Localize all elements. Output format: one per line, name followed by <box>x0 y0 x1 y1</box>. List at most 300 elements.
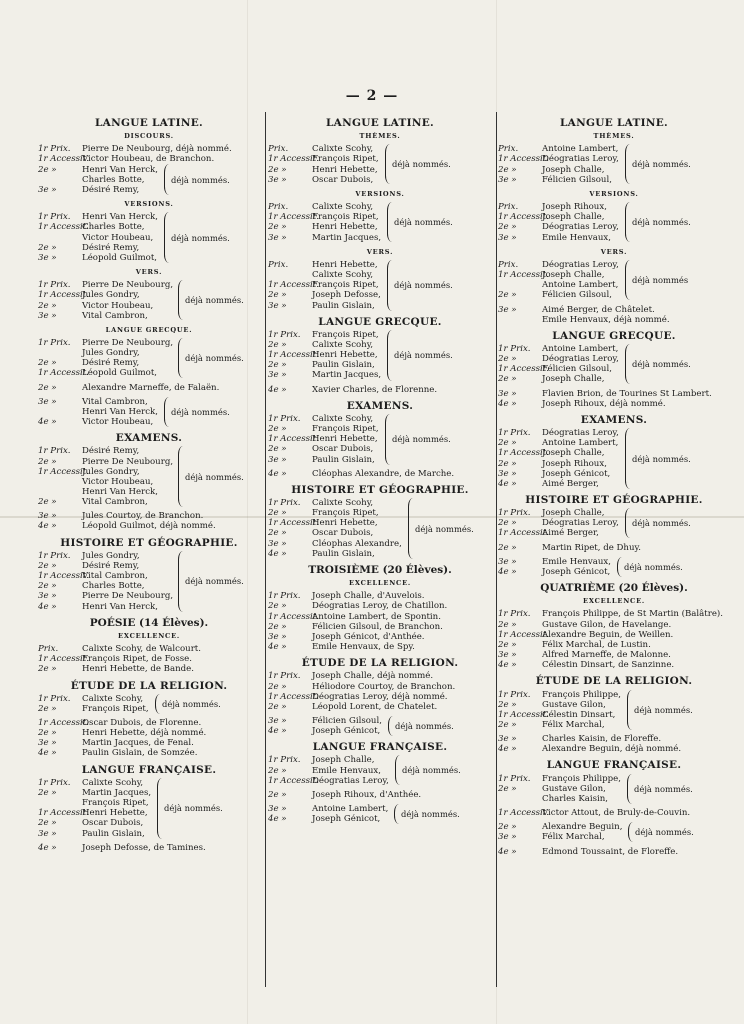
brace <box>394 804 399 824</box>
award-row <box>38 185 260 195</box>
brace <box>387 202 392 242</box>
award-group <box>268 414 492 465</box>
student-name: Charles Kaisin, de Floreffe. <box>542 734 662 745</box>
award-row <box>498 609 730 619</box>
award-rank: 2e » <box>38 164 57 175</box>
student-name: Paulin Gislain, <box>312 548 375 559</box>
student-name: Victor Houbeau, <box>82 232 154 243</box>
student-name: Oscar Dubois, <box>82 818 144 829</box>
already-named-note: déjà nommés. <box>185 295 244 306</box>
award-row <box>498 630 730 640</box>
student-name: Désiré Remy, <box>82 184 140 195</box>
award-row <box>38 368 260 378</box>
section-heading: HISTOIRE ET GÉOGRAPHIE. <box>291 483 469 496</box>
award-rank: 4e » <box>268 814 287 825</box>
award-row <box>268 508 492 518</box>
already-named-note: déjà nommés. <box>632 159 691 170</box>
section-heading: LANGUE GRECQUE. <box>318 315 442 328</box>
award-row <box>38 383 260 393</box>
award-row <box>38 829 260 839</box>
award-rank: 2e » <box>268 508 287 519</box>
award-rank: 3e » <box>498 304 517 315</box>
student-name: Joseph Génicot, <box>312 814 381 825</box>
award-group <box>38 397 260 427</box>
award-rank: 1r Accessit. <box>498 808 549 819</box>
award-rank: 2e » <box>498 222 517 233</box>
award-group <box>498 808 730 818</box>
student-name: Henri Van Herck, <box>82 164 158 175</box>
award-group <box>268 591 492 652</box>
award-rank: 1r Accessit. <box>498 270 549 281</box>
section-heading: ÉTUDE DE LA RELIGION. <box>535 675 693 688</box>
student-name: Félix Marchal, de Lustin. <box>542 639 651 650</box>
award-rank: 3e » <box>268 300 287 311</box>
award-row <box>268 385 492 395</box>
award-rank: 3e » <box>38 828 57 839</box>
brace <box>617 557 622 577</box>
award-row <box>268 212 492 222</box>
subsection-heading: VERS. <box>366 247 394 256</box>
award-rank: 1r Accessit. <box>498 154 549 165</box>
award-row <box>268 175 492 185</box>
award-row <box>268 144 492 154</box>
award-rank: 4e » <box>268 384 287 395</box>
student-name: Jules Gondry, <box>82 550 140 561</box>
award-rank: 1r Accessit. <box>38 466 89 477</box>
award-row <box>38 144 260 154</box>
student-name: Paulin Gislain, de Somzée. <box>82 748 198 759</box>
award-rank: 3e » <box>38 591 57 602</box>
award-row <box>498 557 730 567</box>
award-row <box>498 518 730 528</box>
student-name: Joseph Rihoux, d'Anthée. <box>312 789 422 800</box>
already-named-note: déjà nommés. <box>164 803 223 814</box>
student-name: Alexandre Beguin, de Weillen. <box>542 629 674 640</box>
award-group <box>38 144 260 195</box>
section-heading: LANGUE LATINE. <box>325 117 435 129</box>
already-named-note: déjà nommés <box>632 274 689 285</box>
student-name: Vital Cambron, <box>82 571 148 582</box>
page-number: — 2 — <box>345 88 399 104</box>
award-row <box>498 650 730 660</box>
award-row <box>268 716 492 726</box>
award-row <box>498 260 730 270</box>
award-rank: 1r Prix. <box>268 413 301 424</box>
student-name: François Ripet, <box>312 329 379 340</box>
student-name: Victor Houbeau, <box>82 476 154 487</box>
student-name: Déogratias Leroy, <box>542 222 619 233</box>
student-name: François Ripet, <box>312 154 379 165</box>
student-name: Jules Gondry, <box>82 466 140 477</box>
student-name: Joseph Challe, <box>542 374 605 385</box>
subsection-heading: VERSIONS. <box>589 189 639 198</box>
award-rank: 1r Accessit. <box>38 571 89 582</box>
student-name: Antoine Lambert, <box>542 144 619 155</box>
student-name: François Ripet, <box>312 280 379 291</box>
award-rank: Prix. <box>498 144 519 155</box>
award-row <box>498 233 730 243</box>
award-row <box>498 528 730 538</box>
student-name: Cléophas Alexandre, de Marche. <box>312 468 455 479</box>
award-rank: 3e » <box>38 511 57 522</box>
award-rank: 2e » <box>38 560 57 571</box>
award-rank: 1r Prix. <box>498 609 531 620</box>
student-name: Oscar Dubois, <box>312 174 374 185</box>
brace <box>385 414 390 465</box>
student-name: Henri Hebette, de Bande. <box>82 664 194 675</box>
award-row <box>38 497 260 507</box>
award-row <box>268 632 492 642</box>
award-rank: 2e » <box>268 424 287 435</box>
award-rank: 2e » <box>498 822 517 833</box>
award-row <box>268 591 492 601</box>
award-row <box>498 469 730 479</box>
already-named-note: déjà nommés. <box>632 518 691 529</box>
student-name: Antoine Lambert, <box>542 343 619 354</box>
award-rank: 1r Accessit. <box>268 611 319 622</box>
award-rank: 3e » <box>38 396 57 407</box>
award-row <box>38 738 260 748</box>
award-rank: 4e » <box>498 744 517 755</box>
already-named-note: déjà nommés. <box>162 698 221 709</box>
award-group <box>38 718 260 759</box>
award-rank: 2e » <box>38 664 57 675</box>
award-group <box>38 778 260 839</box>
student-name: Henri Van Herck, <box>82 601 158 612</box>
student-name: Célestin Dinsart, de Sanzinne. <box>542 660 675 671</box>
award-row <box>268 498 492 508</box>
award-rank: 2e » <box>268 528 287 539</box>
award-row <box>38 253 260 263</box>
award-row <box>268 755 492 765</box>
award-rank: 1r Accessit. <box>498 709 549 720</box>
award-row <box>498 620 730 630</box>
subsection-heading: VERSIONS. <box>355 189 405 198</box>
student-name: Charles Kaisin, <box>542 793 609 804</box>
student-name: Déogratias Leroy, <box>542 428 619 439</box>
student-name: Léopold Lorent, de Chatelet. <box>312 701 438 712</box>
award-rank: 1r Prix. <box>38 212 71 223</box>
award-rank: 2e » <box>498 518 517 529</box>
award-rank: 1r Prix. <box>498 343 531 354</box>
award-row <box>268 340 492 350</box>
student-name: Victor Attout, de Bruly-de-Couvin. <box>542 808 691 819</box>
student-name: Antoine Lambert, <box>312 804 389 815</box>
student-name: François Ripet, de Fosse. <box>82 654 192 665</box>
award-rank: 3e » <box>498 174 517 185</box>
award-row <box>498 144 730 154</box>
student-name: Martin Jacques, <box>312 232 382 243</box>
award-row <box>268 301 492 311</box>
student-name: Léopold Guilmot, déjà nommé. <box>82 521 216 532</box>
award-rank: 1r Accessit. <box>498 629 549 640</box>
student-name: Aimé Berger, <box>542 528 599 539</box>
student-name: Victor Houbeau, <box>82 300 154 311</box>
award-row <box>268 642 492 652</box>
award-rank: 3e » <box>268 174 287 185</box>
award-rank: 4e » <box>38 521 57 532</box>
award-row <box>38 778 260 788</box>
award-rank: 2e » <box>498 164 517 175</box>
student-name: Jules Gondry, <box>82 290 140 301</box>
student-name: Pierre De Neubourg, déjà nommé. <box>82 144 232 155</box>
award-group <box>268 498 492 559</box>
award-group <box>268 260 492 311</box>
subsection-heading: THÈMES. <box>593 132 635 141</box>
student-name: Henri Van Herck, <box>82 406 158 417</box>
award-row <box>268 290 492 300</box>
section-heading: EXAMENS. <box>346 399 414 412</box>
student-name: Antoine Lambert, <box>542 438 619 449</box>
section-heading: LANGUE FRANÇAISE. <box>312 741 448 754</box>
brace <box>625 144 630 184</box>
student-name: Joseph Rihoux, <box>542 458 607 469</box>
student-name: Joseph Challe, <box>542 448 605 459</box>
award-rank: 4e » <box>268 726 287 737</box>
section-heading: HISTOIRE ET GÉOGRAPHIE. <box>525 494 703 506</box>
award-row <box>38 511 260 521</box>
brace <box>625 260 630 300</box>
award-rank: 2e » <box>498 699 517 710</box>
award-row <box>498 690 730 700</box>
award-rank: 3e » <box>268 232 287 243</box>
award-row <box>38 457 260 467</box>
award-rank: 4e » <box>268 468 287 479</box>
class-heading: POÉSIE (14 Élèves). <box>89 616 209 629</box>
student-name: Calixte Scohy, <box>82 693 144 704</box>
award-rank: 1r Prix. <box>38 337 71 348</box>
award-rank: 2e » <box>38 242 57 253</box>
award-rank: 2e » <box>268 789 287 800</box>
award-rank: 1r Accessit. <box>38 222 89 233</box>
section-heading: ÉTUDE DE LA RELIGION. <box>301 657 459 670</box>
student-name: Calixte Scohy, <box>312 144 374 155</box>
award-row <box>38 664 260 674</box>
award-group <box>268 755 492 785</box>
award-rank: Prix. <box>268 202 289 213</box>
award-group <box>498 508 730 538</box>
column-rule <box>265 112 266 987</box>
student-name: Félicien Gilsoul, <box>542 290 612 301</box>
award-rank: 2e » <box>498 290 517 301</box>
award-row <box>498 448 730 458</box>
award-group <box>498 734 730 754</box>
student-name: François Ripet, <box>82 798 149 809</box>
brace <box>385 144 390 184</box>
award-group <box>38 843 260 853</box>
award-row <box>268 154 492 164</box>
student-name: Joseph Challe, d'Auvelois. <box>312 591 425 602</box>
student-name: Félicien Gilsoul, <box>312 715 382 726</box>
award-rank: 1r Accessit. <box>38 808 89 819</box>
brace <box>408 498 413 559</box>
already-named-note: déjà nommés. <box>392 159 451 170</box>
award-rank: 2e » <box>498 354 517 365</box>
award-rank: 2e » <box>268 701 287 712</box>
award-rank: 1r Prix. <box>38 446 71 457</box>
student-name: Calixte Scohy, <box>312 498 374 508</box>
award-rank: 4e » <box>498 398 517 409</box>
brace <box>164 164 169 195</box>
already-named-note: déjà nommés. <box>402 765 461 776</box>
student-name: Emile Henvaux, déjà nommé. <box>542 314 670 325</box>
already-named-note: déjà nommés. <box>632 217 691 228</box>
award-row <box>268 165 492 175</box>
award-group <box>38 511 260 531</box>
award-row <box>38 843 260 853</box>
award-rank: 3e » <box>498 468 517 479</box>
student-name: Paulin Gislain, <box>312 454 375 465</box>
award-row <box>38 694 260 704</box>
award-rank: 3e » <box>38 252 57 263</box>
award-row <box>498 832 730 842</box>
award-rank: 1r Prix. <box>38 144 71 155</box>
award-rank: 3e » <box>498 832 517 843</box>
award-row <box>498 374 730 384</box>
award-row <box>38 487 260 497</box>
award-row <box>498 479 730 489</box>
award-row <box>498 808 730 818</box>
student-name: Déogratias Leroy, <box>542 354 619 365</box>
student-name: Antoine Lambert, <box>542 280 619 291</box>
award-row <box>268 360 492 370</box>
award-rank: 1r Accessit. <box>268 212 319 223</box>
already-named-note: déjà nommés. <box>395 720 454 731</box>
subsection-heading: EXCELLENCE. <box>118 631 180 640</box>
award-row <box>498 290 730 300</box>
class-heading: TROISIÈME (20 Élèves). <box>308 563 452 576</box>
award-row <box>268 424 492 434</box>
award-rank: 1r Prix. <box>38 280 71 291</box>
award-rank: 2e » <box>268 164 287 175</box>
already-named-note: déjà nommés. <box>394 280 453 291</box>
student-name: Flavien Brion, de Tourines St Lambert. <box>542 388 712 399</box>
student-name: Vital Cambron, <box>82 497 148 508</box>
award-row <box>268 671 492 681</box>
student-name: Victor Houbeau, <box>82 417 154 428</box>
award-group <box>268 385 492 395</box>
award-group <box>498 344 730 385</box>
award-row <box>268 414 492 424</box>
award-group <box>268 202 492 243</box>
award-row <box>498 154 730 164</box>
award-rank: 1r Prix. <box>268 671 301 682</box>
award-rank: 3e » <box>268 370 287 381</box>
award-row <box>498 428 730 438</box>
student-name: Jules Gondry, <box>82 348 140 359</box>
award-rank: 4e » <box>498 478 517 489</box>
student-name: Alexandre Marneffe, de Falaën. <box>82 382 220 393</box>
award-group <box>498 144 730 185</box>
student-name: Désiré Remy, <box>82 358 140 369</box>
student-name: Henri Van Herck, <box>82 487 158 497</box>
section-heading: LANGUE LATINE. <box>559 117 669 129</box>
award-row <box>38 417 260 427</box>
student-name: Joseph Génicot, <box>542 468 611 479</box>
student-name: François Ripet, <box>312 424 379 435</box>
award-row <box>268 692 492 702</box>
subsection-heading: DISCOURS. <box>124 132 174 141</box>
student-name: Jules Courtoy, de Branchon. <box>82 511 204 522</box>
student-name: Henri Hebette, <box>312 259 378 270</box>
student-name: Désiré Remy, <box>82 242 140 253</box>
student-name: Gustave Gilon, <box>542 783 606 794</box>
student-name: Joseph Génicot, <box>312 726 381 737</box>
section-heading: LANGUE GRECQUE. <box>552 329 676 342</box>
award-group <box>498 690 730 731</box>
award-rank: 2e » <box>268 621 287 632</box>
student-name: Déogratias Leroy, <box>312 775 389 786</box>
student-name: Henri Van Herck, <box>82 212 158 223</box>
already-named-note: déjà nommés. <box>185 471 244 482</box>
student-name: Alexandre Beguin, <box>542 822 623 833</box>
award-rank: 3e » <box>268 454 287 465</box>
award-rank: 2e » <box>268 360 287 371</box>
award-rank: 1r Accessit. <box>498 448 549 459</box>
award-group <box>268 804 492 824</box>
award-row <box>268 202 492 212</box>
student-name: Désiré Remy, <box>82 446 140 457</box>
award-row <box>498 344 730 354</box>
award-rank: 1r Accessit. <box>38 654 89 665</box>
student-name: Charles Botte, <box>82 174 145 185</box>
award-row <box>498 794 730 804</box>
award-row <box>268 444 492 454</box>
award-row <box>268 601 492 611</box>
award-row <box>498 459 730 469</box>
award-rank: 3e » <box>268 631 287 642</box>
award-row <box>38 446 260 456</box>
award-rank: 1r Prix. <box>498 773 531 784</box>
award-rank: 1r Prix. <box>498 689 531 700</box>
brace <box>628 822 633 842</box>
award-row <box>498 720 730 730</box>
award-rank: 2e » <box>268 681 287 692</box>
student-name: Déogratias Leroy, de Chatillon. <box>312 601 448 612</box>
student-name: Félix Marchal, <box>542 719 605 730</box>
award-row <box>268 280 492 290</box>
award-row <box>498 640 730 650</box>
award-row <box>498 660 730 670</box>
student-name: Joseph Rihoux, <box>542 202 607 213</box>
award-rank: 3e » <box>498 650 517 661</box>
award-row <box>498 315 730 325</box>
student-name: Oscar Dubois, <box>312 528 374 539</box>
already-named-note: déjà nommés. <box>171 174 230 185</box>
award-rank: 1r Prix. <box>38 777 71 788</box>
student-name: Cléophas Alexandre, <box>312 538 402 549</box>
student-name: Antoine Lambert, de Spontin. <box>312 611 441 622</box>
award-group <box>498 847 730 857</box>
student-name: François Ripet, <box>312 212 379 223</box>
student-name: Alfred Marneffe, de Malonne. <box>542 650 671 661</box>
award-row <box>268 622 492 632</box>
award-rank: 1r Accessit. <box>268 350 319 361</box>
student-name: François Philippe, <box>542 689 621 700</box>
award-row <box>268 682 492 692</box>
student-name: Joseph Génicot, d'Anthée. <box>312 631 425 642</box>
award-rank: 4e » <box>268 548 287 559</box>
section-heading: HISTOIRE ET GÉOGRAPHIE. <box>60 536 238 549</box>
award-row <box>498 165 730 175</box>
student-name: Oscar Dubois, <box>312 444 374 455</box>
award-group <box>498 305 730 325</box>
class-heading: QUATRIÈME (20 Élèves). <box>540 582 688 595</box>
award-group <box>38 212 260 263</box>
award-row <box>498 822 730 832</box>
brace <box>178 280 183 320</box>
award-rank: 4e » <box>498 660 517 671</box>
